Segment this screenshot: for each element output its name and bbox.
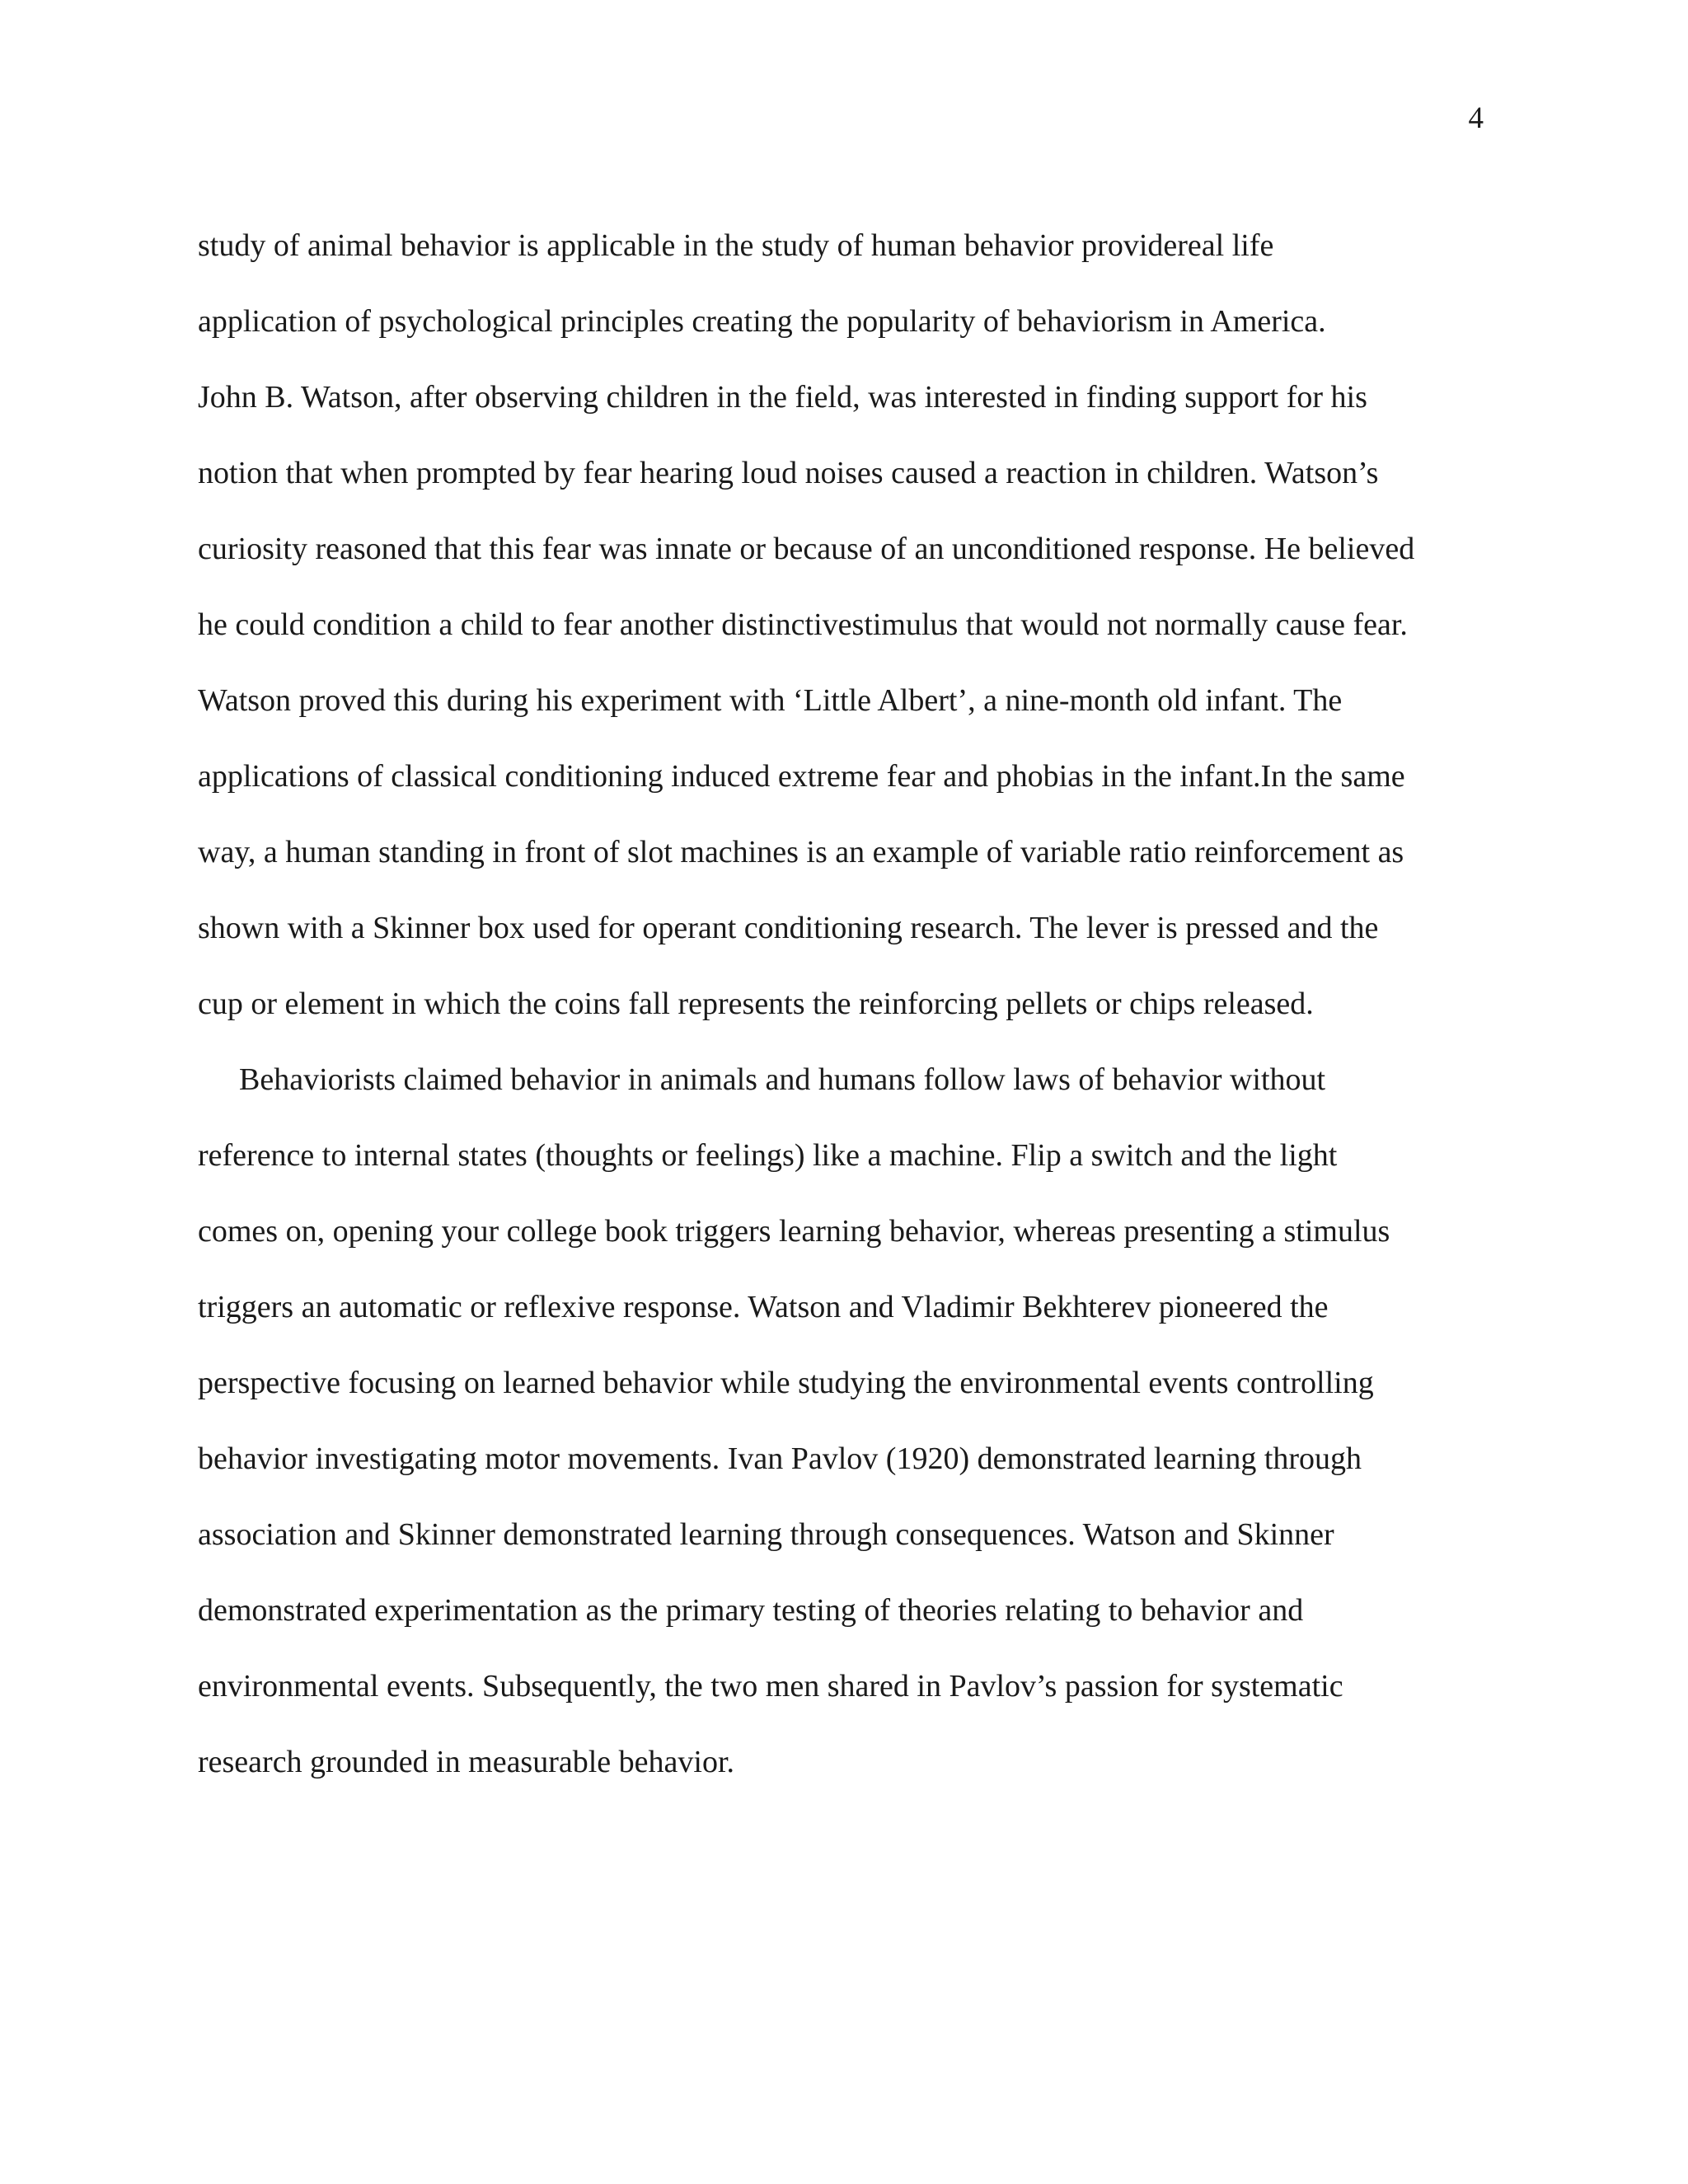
page-number: 4: [1468, 101, 1484, 135]
text-line: association and Skinner demonstrated learning through consequences. Watson and Skinner: [198, 1517, 1334, 1552]
text-line: perspective focusing on learned behavior while studying the environmental events controlling: [198, 1366, 1374, 1400]
text-line: research grounded in measurable behavior.: [198, 1745, 735, 1779]
text-line: notion that when prompted by fear hearing loud noises caused a reaction in children. Watson’s: [198, 456, 1379, 490]
text-line: demonstrated experimentation as the primary testing of theories relating to behavior and: [198, 1593, 1304, 1628]
text-line: John B. Watson, after observing children in the field, was interested in finding support for his: [198, 380, 1367, 415]
text-line: way, a human standing in front of slot machines is an example of variable ratio reinforcement as: [198, 835, 1404, 869]
text-line: comes on, opening your college book triggers learning behavior, whereas presenting a stimulus: [198, 1214, 1390, 1249]
text-line: Watson proved this during his experiment with ‘Little Albert’, a nine-month old infant. The: [198, 683, 1343, 718]
text-line: cup or element in which the coins fall represents the reinforcing pellets or chips released.: [198, 987, 1314, 1021]
text-line: reference to internal states (thoughts or feelings) like a machine. Flip a switch and the light: [198, 1138, 1338, 1173]
text-line: applications of classical conditioning induced extreme fear and phobias in the infant.In the same: [198, 759, 1405, 794]
text-line: shown with a Skinner box used for operant conditioning research. The lever is pressed and the: [198, 911, 1379, 945]
text-line: Behaviorists claimed behavior in animals and humans follow laws of behavior without: [239, 1062, 1326, 1097]
text-line: curiosity reasoned that this fear was innate or because of an unconditioned response. He believed: [198, 532, 1415, 566]
text-line: study of animal behavior is applicable in the study of human behavior providereal life: [198, 228, 1274, 263]
body-text: [198, 208, 1500, 1800]
text-line: application of psychological principles creating the popularity of behaviorism in America.: [198, 304, 1326, 339]
text-line: behavior investigating motor movements. Ivan Pavlov (1920) demonstrated learning through: [198, 1441, 1362, 1476]
text-line: triggers an automatic or reflexive response. Watson and Vladimir Bekhterev pioneered the: [198, 1290, 1329, 1324]
text-line: he could condition a child to fear another distinctivestimulus that would not normally cause fear.: [198, 607, 1408, 642]
text-line: environmental events. Subsequently, the two men shared in Pavlov’s passion for systematic: [198, 1669, 1343, 1704]
